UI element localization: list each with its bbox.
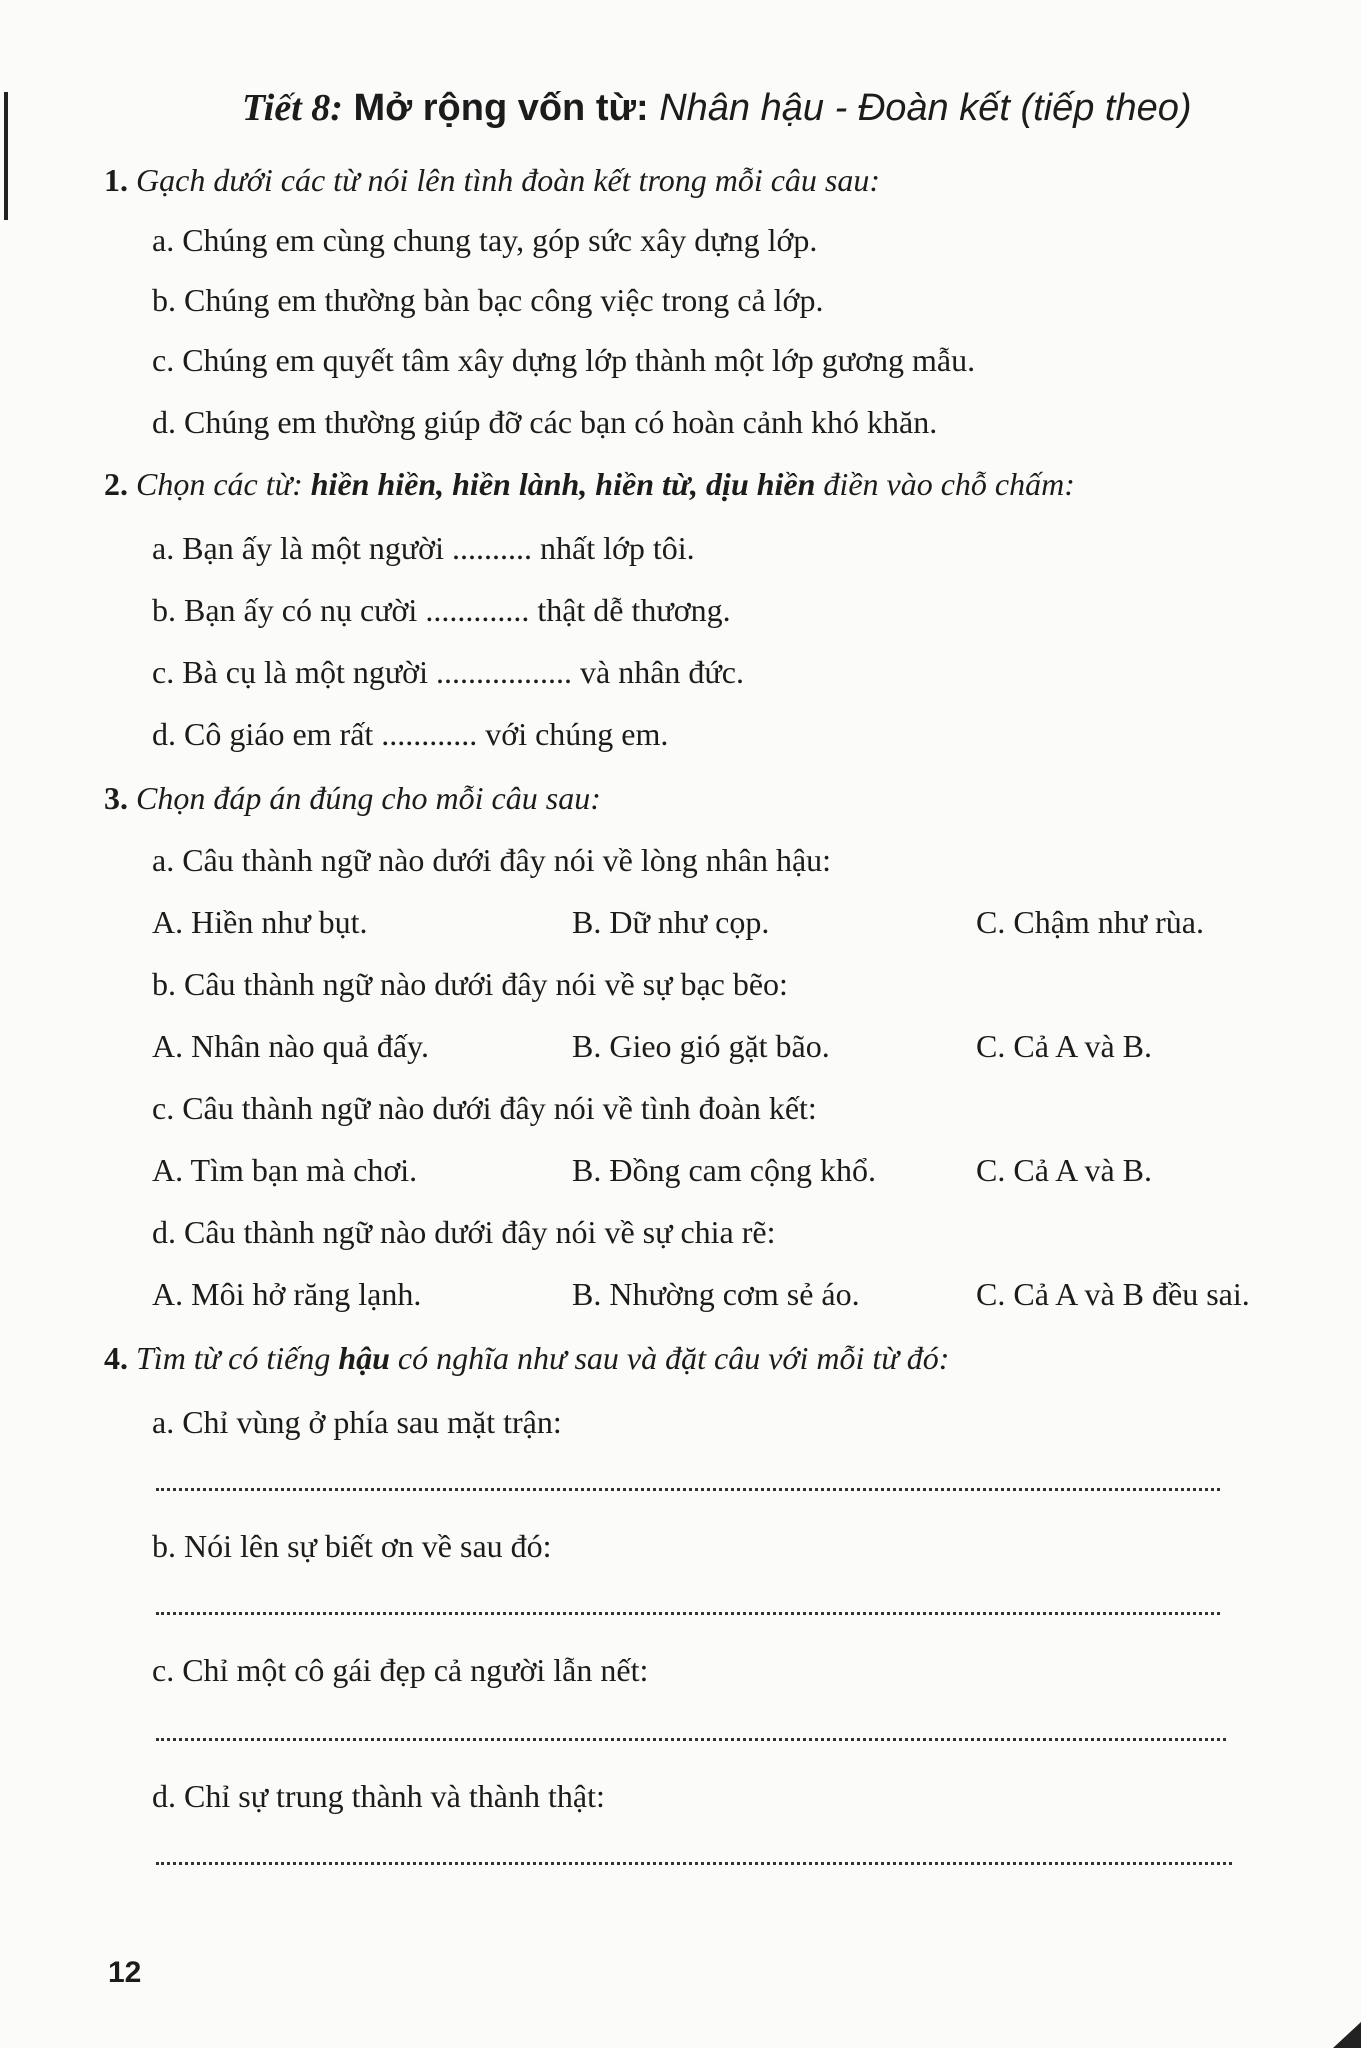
q4-answer-line-a[interactable]	[156, 1488, 1220, 1491]
q3-part-c-option-a: A. Tìm bạn mà chơi.	[152, 1152, 418, 1188]
q3-part-a-option-b: B. Dữ như cọp.	[572, 904, 770, 940]
q4-item-d: d. Chỉ sự trung thành và thành thật:	[152, 1778, 605, 1814]
lesson-topic: Mở rộng vốn từ:	[353, 87, 649, 129]
lesson-subject: Nhân hậu - Đoàn kết (tiếp theo)	[659, 87, 1192, 129]
q2-item-d: d. Cô giáo em rất ............ với chúng em.	[152, 716, 669, 752]
q4-answer-line-c[interactable]	[156, 1738, 1226, 1741]
q3-part-c-stem: c. Câu thành ngữ nào dưới đây nói về tình đoàn kết:	[152, 1090, 817, 1126]
q3-part-a-stem: a. Câu thành ngữ nào dưới đây nói về lòng nhân hậu:	[152, 842, 832, 878]
q1-item-b: b. Chúng em thường bàn bạc công việc trong cả lớp.	[152, 282, 824, 318]
q3-part-d-option-c: C. Cả A và B đều sai.	[976, 1276, 1250, 1312]
q3-part-b-option-a: A. Nhân nào quả đấy.	[152, 1028, 429, 1064]
q3-part-c-option-b: B. Đồng cam cộng khổ.	[572, 1152, 876, 1188]
q4-answer-line-d[interactable]	[156, 1862, 1232, 1865]
page-number: 12	[108, 1956, 142, 1989]
question-1-prompt: 1. Gạch dưới các từ nói lên tình đoàn kết trong mỗi câu sau:	[104, 162, 881, 198]
q1-item-a: a. Chúng em cùng chung tay, góp sức xây dựng lớp.	[152, 222, 818, 258]
q4-item-b: b. Nói lên sự biết ơn về sau đó:	[152, 1528, 552, 1564]
lesson-number: Tiết 8:	[242, 87, 343, 129]
question-2-prompt: 2. Chọn các từ: hiền hiền, hiền lành, hiền từ, dịu hiền điền vào chỗ chấm:	[104, 466, 1075, 502]
q3-part-c-option-c: C. Cả A và B.	[976, 1152, 1153, 1188]
q4-item-a: a. Chỉ vùng ở phía sau mặt trận:	[152, 1404, 562, 1440]
page-title	[242, 86, 1242, 130]
q4-item-c: c. Chỉ một cô gái đẹp cả người lẫn nết:	[152, 1652, 649, 1688]
q2-item-b: b. Bạn ấy có nụ cười ............. thật dễ thương.	[152, 592, 731, 628]
q3-part-a-option-c: C. Chậm như rùa.	[976, 904, 1204, 940]
q3-part-b-option-b: B. Gieo gió gặt bão.	[572, 1028, 830, 1064]
q2-item-a: a. Bạn ấy là một người .......... nhất lớp tôi.	[152, 530, 695, 566]
question-4-prompt: 4. Tìm từ có tiếng hậu có nghĩa như sau và đặt câu với mỗi từ đó:	[104, 1340, 950, 1376]
q3-part-d-option-b: B. Nhường cơm sẻ áo.	[572, 1276, 860, 1312]
page-corner	[1333, 2022, 1361, 2048]
q2-item-c: c. Bà cụ là một người ................. và nhân đức.	[152, 654, 744, 690]
q1-item-c: c. Chúng em quyết tâm xây dựng lớp thành một lớp gương mẫu.	[152, 342, 976, 378]
q3-part-d-stem: d. Câu thành ngữ nào dưới đây nói về sự chia rẽ:	[152, 1214, 776, 1250]
q3-part-b-stem: b. Câu thành ngữ nào dưới đây nói về sự bạc bẽo:	[152, 966, 788, 1002]
binding-edge	[4, 92, 8, 220]
q4-answer-line-b[interactable]	[156, 1612, 1220, 1615]
q3-part-b-option-c: C. Cả A và B.	[976, 1028, 1153, 1064]
question-3-prompt: 3. Chọn đáp án đúng cho mỗi câu sau:	[104, 780, 601, 816]
q1-item-d: d. Chúng em thường giúp đỡ các bạn có hoàn cảnh khó khăn.	[152, 404, 938, 440]
q3-part-d-option-a: A. Môi hở răng lạnh.	[152, 1276, 422, 1312]
q3-part-a-option-a: A. Hiền như bụt.	[152, 904, 368, 940]
